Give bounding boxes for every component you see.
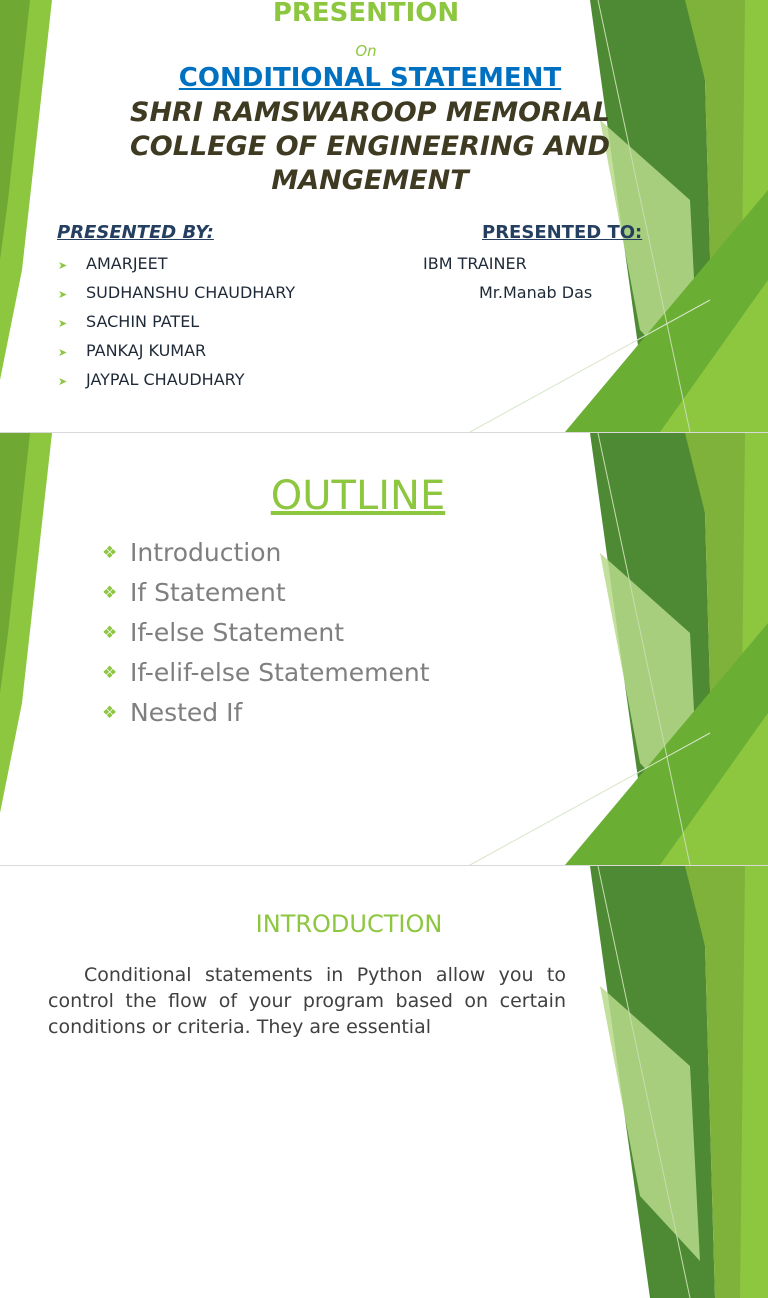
outline-item bbox=[102, 657, 432, 689]
outline-item bbox=[102, 617, 432, 649]
arrow-bullet-icon: ➤ bbox=[58, 375, 68, 388]
presentation-title: PRESENTION bbox=[272, 0, 460, 28]
presented-to-label: PRESENTED TO: bbox=[482, 222, 643, 243]
presenter-item bbox=[58, 254, 168, 273]
arrow-bullet-icon: ➤ bbox=[58, 259, 68, 272]
college-name: SHRI RAMSWAROOP MEMORIAL COLLEGE OF ENGINEERING AND MANGEMENT bbox=[129, 97, 611, 196]
diamond-bullet-icon: ❖ bbox=[102, 583, 118, 603]
arrow-bullet-icon: ➤ bbox=[58, 346, 68, 359]
outline-list bbox=[102, 537, 432, 737]
presenter-item bbox=[58, 283, 295, 302]
outline-item-text: If-elif-else Statemement bbox=[130, 658, 430, 687]
outline-item bbox=[102, 697, 432, 729]
outline-slide bbox=[0, 433, 768, 865]
topic-heading: CONDITIONAL STATEMENT bbox=[178, 63, 562, 93]
outline-item-text: If-else Statement bbox=[130, 618, 345, 647]
outline-item-text: Nested If bbox=[130, 698, 243, 727]
arrow-bullet-icon: ➤ bbox=[58, 317, 68, 330]
outline-item-text: Introduction bbox=[130, 538, 282, 567]
outline-item bbox=[102, 577, 432, 609]
presenter-name: SUDHANSHU CHAUDHARY bbox=[86, 283, 296, 302]
outline-item bbox=[102, 537, 432, 569]
introduction-slide bbox=[0, 866, 768, 1038]
presenter-item bbox=[58, 312, 199, 331]
presenter-name: AMARJEET bbox=[86, 254, 168, 273]
presenter-item bbox=[58, 370, 245, 389]
presenter-name: SACHIN PATEL bbox=[86, 312, 200, 331]
presenter-name: PANKAJ KUMAR bbox=[86, 341, 207, 360]
diamond-bullet-icon: ❖ bbox=[102, 623, 118, 643]
on-label: On bbox=[355, 42, 377, 60]
outline-item-text: If Statement bbox=[130, 578, 286, 607]
arrow-bullet-icon: ➤ bbox=[58, 288, 68, 301]
diamond-bullet-icon: ❖ bbox=[102, 663, 118, 683]
presenter-item bbox=[58, 341, 206, 360]
introduction-title: INTRODUCTION bbox=[255, 910, 443, 938]
presented-to-person: Mr.Manab Das bbox=[479, 283, 593, 302]
title-slide bbox=[0, 0, 768, 432]
diamond-bullet-icon: ❖ bbox=[102, 543, 118, 563]
presenter-name: JAYPAL CHAUDHARY bbox=[86, 370, 245, 389]
introduction-body: Conditional statements in Python allow you to control the flow of your program based on certain conditions or criteria. They are essential bbox=[48, 964, 566, 1038]
presented-to-org: IBM TRAINER bbox=[423, 254, 527, 273]
diamond-bullet-icon: ❖ bbox=[102, 703, 118, 723]
presented-by-label: PRESENTED BY: bbox=[57, 222, 214, 243]
outline-title: OUTLINE bbox=[270, 473, 446, 519]
